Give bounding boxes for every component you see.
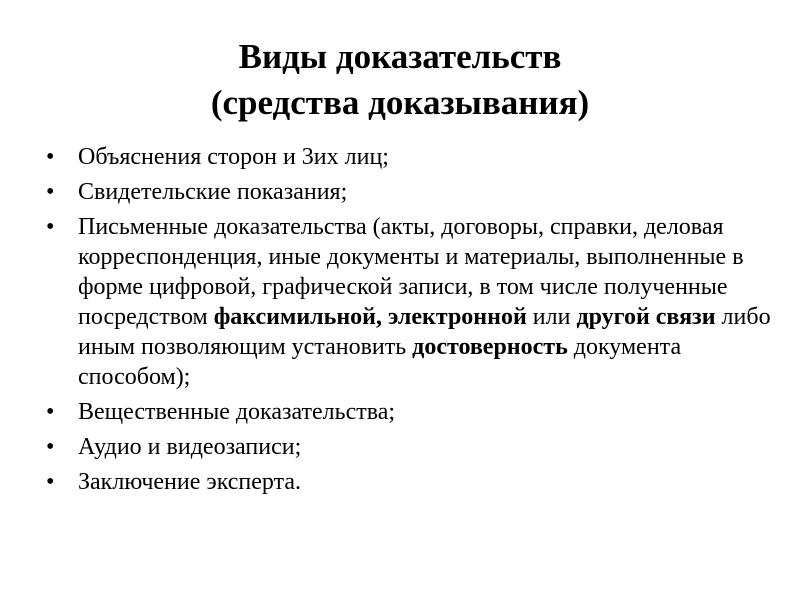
text-segment: Письменные доказательства (акты, договоры, справки, деловая корреспонденция, иные документы и материалы, выполненные в форме цифровой, графической записи, в том числе полученные посредством xyxy=(78,214,744,330)
bold-segment: другой связи xyxy=(576,304,716,330)
list-item xyxy=(46,397,776,427)
slide-title xyxy=(0,34,800,126)
bold-segment: достоверность xyxy=(412,334,568,360)
bullet-icon: • xyxy=(46,214,55,240)
bullet-list xyxy=(46,142,776,502)
list-item-text: Вещественные доказательства; xyxy=(78,399,396,425)
text-segment: или xyxy=(526,304,577,330)
list-item-text: Свидетельские показания; xyxy=(78,179,348,205)
list-item-text: Заключение эксперта. xyxy=(78,469,302,495)
bullet-icon: • xyxy=(46,179,55,205)
slide-title-line-2: (средства доказывания) xyxy=(210,83,590,122)
slide-title-line-1: Виды доказательств xyxy=(238,37,562,76)
list-item xyxy=(46,177,776,207)
bold-segment: факсимильной, электронной xyxy=(213,304,527,330)
list-item xyxy=(46,432,776,462)
list-item-text: Объяснения сторон и 3их лиц; xyxy=(78,144,389,170)
list-item xyxy=(46,212,776,392)
text-segment: либо иным позволяющим установить xyxy=(78,304,771,360)
list-item xyxy=(46,467,776,497)
text-segment: документа способом); xyxy=(78,334,682,390)
bullet-icon: • xyxy=(46,469,55,495)
bullet-icon: • xyxy=(46,144,55,170)
bullet-icon: • xyxy=(46,399,55,425)
list-item-text xyxy=(78,214,771,390)
list-item xyxy=(46,142,776,172)
list-item-text: Аудио и видеозаписи; xyxy=(78,434,302,460)
bullet-icon: • xyxy=(46,434,55,460)
